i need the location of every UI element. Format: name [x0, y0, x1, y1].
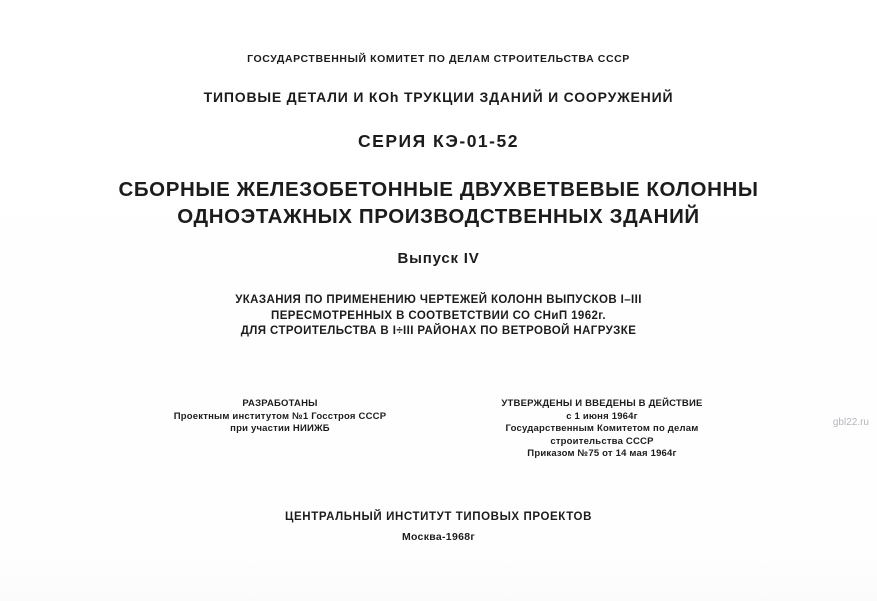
developed-by-block	[138, 398, 422, 436]
subtitle-block	[0, 293, 877, 340]
approved-by-line-1: с 1 июня 1964г	[566, 410, 638, 422]
subtitle-line-2: ПЕРЕСМОТРЕННЫХ В СООТВЕТСТВИИ СО СНиП 1962г.	[271, 309, 606, 322]
issue-number: Выпуск IV	[397, 250, 480, 267]
approved-by-line-3: строительства СССР	[550, 435, 654, 447]
subtitle-line-1: УКАЗАНИЯ ПО ПРИМЕНЕНИЮ ЧЕРТЕЖЕЙ КОЛОНН ВЫПУСКОВ I–III	[235, 294, 642, 306]
site-watermark: gbl22.ru	[832, 417, 869, 428]
publishing-institute: ЦЕНТРАЛЬНЫЙ ИНСТИТУТ ТИПОВЫХ ПРОЕКТОВ	[285, 511, 592, 523]
subtitle-line-3: ДЛЯ СТРОИТЕЛЬСТВА В I÷III РАЙОНАХ ПО ВЕТРОВОЙ НАГРУЗКЕ	[240, 325, 637, 337]
approved-by-heading: УТВЕРЖДЕНЫ И ВВЕДЕНЫ В ДЕЙСТВИЕ	[501, 398, 703, 409]
committee-heading: ГОСУДАРСТВЕННЫЙ КОМИТЕТ ПО ДЕЛАМ СТРОИТЕЛЬСТВА СССР	[247, 53, 630, 65]
developed-by-line-1: Проектным институтом №1 Госстроя СССР	[173, 410, 387, 422]
main-title-line-2: ОДНОЭТАЖНЫХ ПРОИЗВОДСТВЕННЫХ ЗДАНИЙ	[177, 205, 700, 228]
series-number: СЕРИЯ КЭ-01-52	[358, 131, 519, 151]
main-title-line-1: СБОРНЫЕ ЖЕЛЕЗОБЕТОННЫЕ ДВУХВЕТВЕВЫЕ КОЛОННЫ	[118, 178, 759, 201]
developed-by-heading: РАЗРАБОТАНЫ	[242, 398, 318, 409]
approved-by-line-4: Приказом №75 от 14 мая 1964г	[527, 448, 677, 459]
approved-by-block	[460, 398, 744, 461]
approved-by-line-2: Государственным Комитетом по делам	[505, 423, 699, 434]
city-year: Москва-1968г	[401, 531, 476, 543]
main-title	[0, 176, 877, 230]
series-type-heading: ТИПОВЫЕ ДЕТАЛИ И КОh ТРУКЦИИ ЗДАНИЙ И СООРУЖЕНИЙ	[203, 89, 674, 105]
developed-by-line-2: при участии НИИЖБ	[230, 423, 330, 434]
